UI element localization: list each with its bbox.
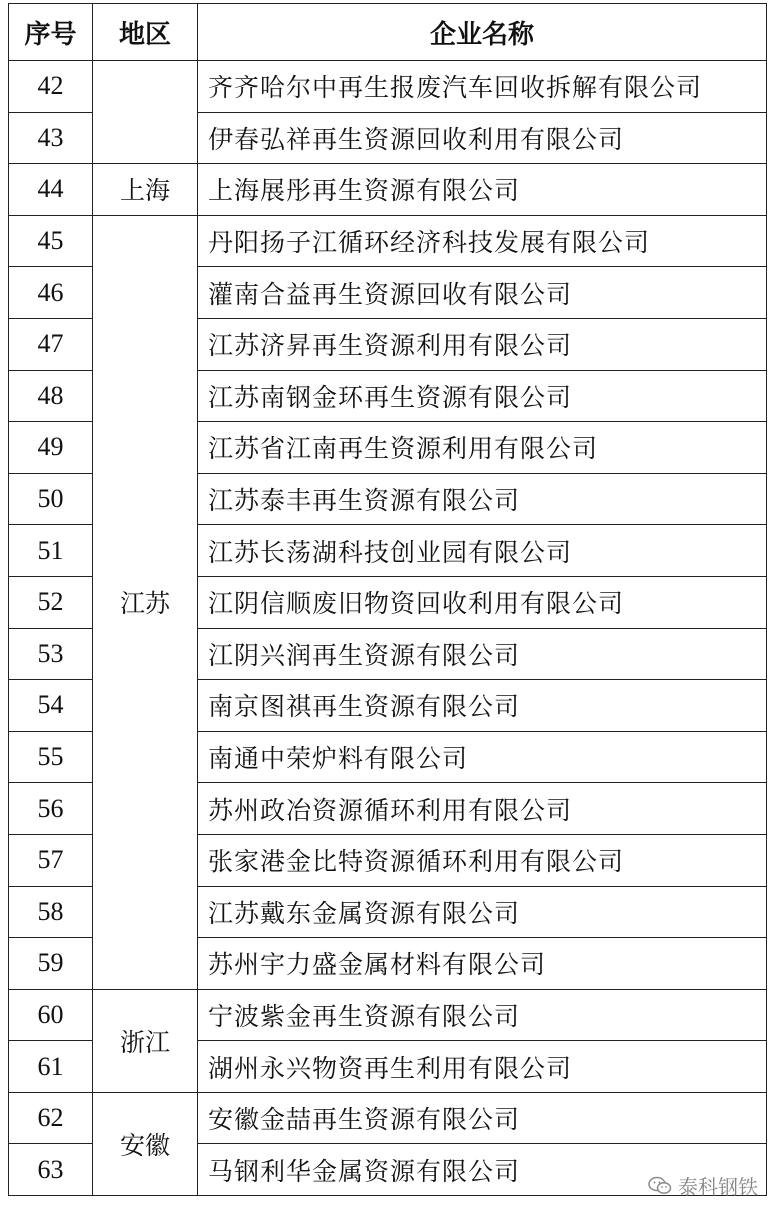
row-company-name: 南京图祺再生资源有限公司 <box>198 680 767 732</box>
row-seq: 63 <box>9 1144 93 1196</box>
row-seq: 54 <box>9 680 93 732</box>
row-region: 江苏 <box>93 215 198 989</box>
wechat-icon <box>648 1176 672 1196</box>
row-company-name: 张家港金比特资源循环利用有限公司 <box>198 834 767 886</box>
row-seq: 56 <box>9 783 93 835</box>
watermark <box>648 1171 758 1200</box>
watermark-text: 泰科钢铁 <box>678 1175 758 1199</box>
row-seq: 53 <box>9 628 93 680</box>
row-seq: 59 <box>9 938 93 990</box>
header-seq: 序号 <box>9 4 93 61</box>
row-seq: 62 <box>9 1092 93 1144</box>
table-row <box>9 61 767 113</box>
row-seq: 60 <box>9 989 93 1041</box>
row-seq: 45 <box>9 215 93 267</box>
row-seq: 42 <box>9 61 93 113</box>
row-region: 上海 <box>93 164 198 216</box>
row-seq: 48 <box>9 370 93 422</box>
header-region: 地区 <box>93 4 198 61</box>
table-header-row <box>9 4 767 61</box>
row-seq: 49 <box>9 422 93 474</box>
row-region: 安徽 <box>93 1092 198 1195</box>
row-company-name: 上海展彤再生资源有限公司 <box>198 164 767 216</box>
table-row <box>9 1092 767 1144</box>
row-company-name: 江苏济昇再生资源利用有限公司 <box>198 318 767 370</box>
row-company-name: 灌南合益再生资源回收有限公司 <box>198 267 767 319</box>
row-seq: 52 <box>9 576 93 628</box>
table-row <box>9 164 767 216</box>
row-company-name: 丹阳扬子江循环经济科技发展有限公司 <box>198 215 767 267</box>
row-seq: 43 <box>9 112 93 164</box>
row-seq: 47 <box>9 318 93 370</box>
row-company-name: 江苏长荡湖科技创业园有限公司 <box>198 525 767 577</box>
table-row <box>9 215 767 267</box>
row-seq: 44 <box>9 164 93 216</box>
row-company-name: 苏州政冶资源循环利用有限公司 <box>198 783 767 835</box>
row-company-name: 江苏南钢金环再生资源有限公司 <box>198 370 767 422</box>
table-row <box>9 989 767 1041</box>
row-region <box>93 61 198 164</box>
row-company-name: 宁波紫金再生资源有限公司 <box>198 989 767 1041</box>
row-company-name: 马钢利华金属资源有限公司 <box>198 1144 767 1196</box>
row-seq: 50 <box>9 473 93 525</box>
row-company-name: 江阴兴润再生资源有限公司 <box>198 628 767 680</box>
row-seq: 46 <box>9 267 93 319</box>
row-seq: 58 <box>9 886 93 938</box>
company-table <box>8 3 767 1196</box>
row-company-name: 南通中荣炉料有限公司 <box>198 731 767 783</box>
row-company-name: 江苏戴东金属资源有限公司 <box>198 886 767 938</box>
row-company-name: 江苏省江南再生资源利用有限公司 <box>198 422 767 474</box>
row-region: 浙江 <box>93 989 198 1092</box>
row-seq: 55 <box>9 731 93 783</box>
row-seq: 51 <box>9 525 93 577</box>
row-company-name: 齐齐哈尔中再生报废汽车回收拆解有限公司 <box>198 61 767 113</box>
row-company-name: 安徽金喆再生资源有限公司 <box>198 1092 767 1144</box>
row-company-name: 伊春弘祥再生资源回收利用有限公司 <box>198 112 767 164</box>
row-seq: 61 <box>9 1041 93 1093</box>
row-company-name: 江苏泰丰再生资源有限公司 <box>198 473 767 525</box>
header-name: 企业名称 <box>198 4 767 61</box>
row-company-name: 湖州永兴物资再生利用有限公司 <box>198 1041 767 1093</box>
row-seq: 57 <box>9 834 93 886</box>
row-company-name: 江阴信顺废旧物资回收利用有限公司 <box>198 576 767 628</box>
row-company-name: 苏州宇力盛金属材料有限公司 <box>198 938 767 990</box>
